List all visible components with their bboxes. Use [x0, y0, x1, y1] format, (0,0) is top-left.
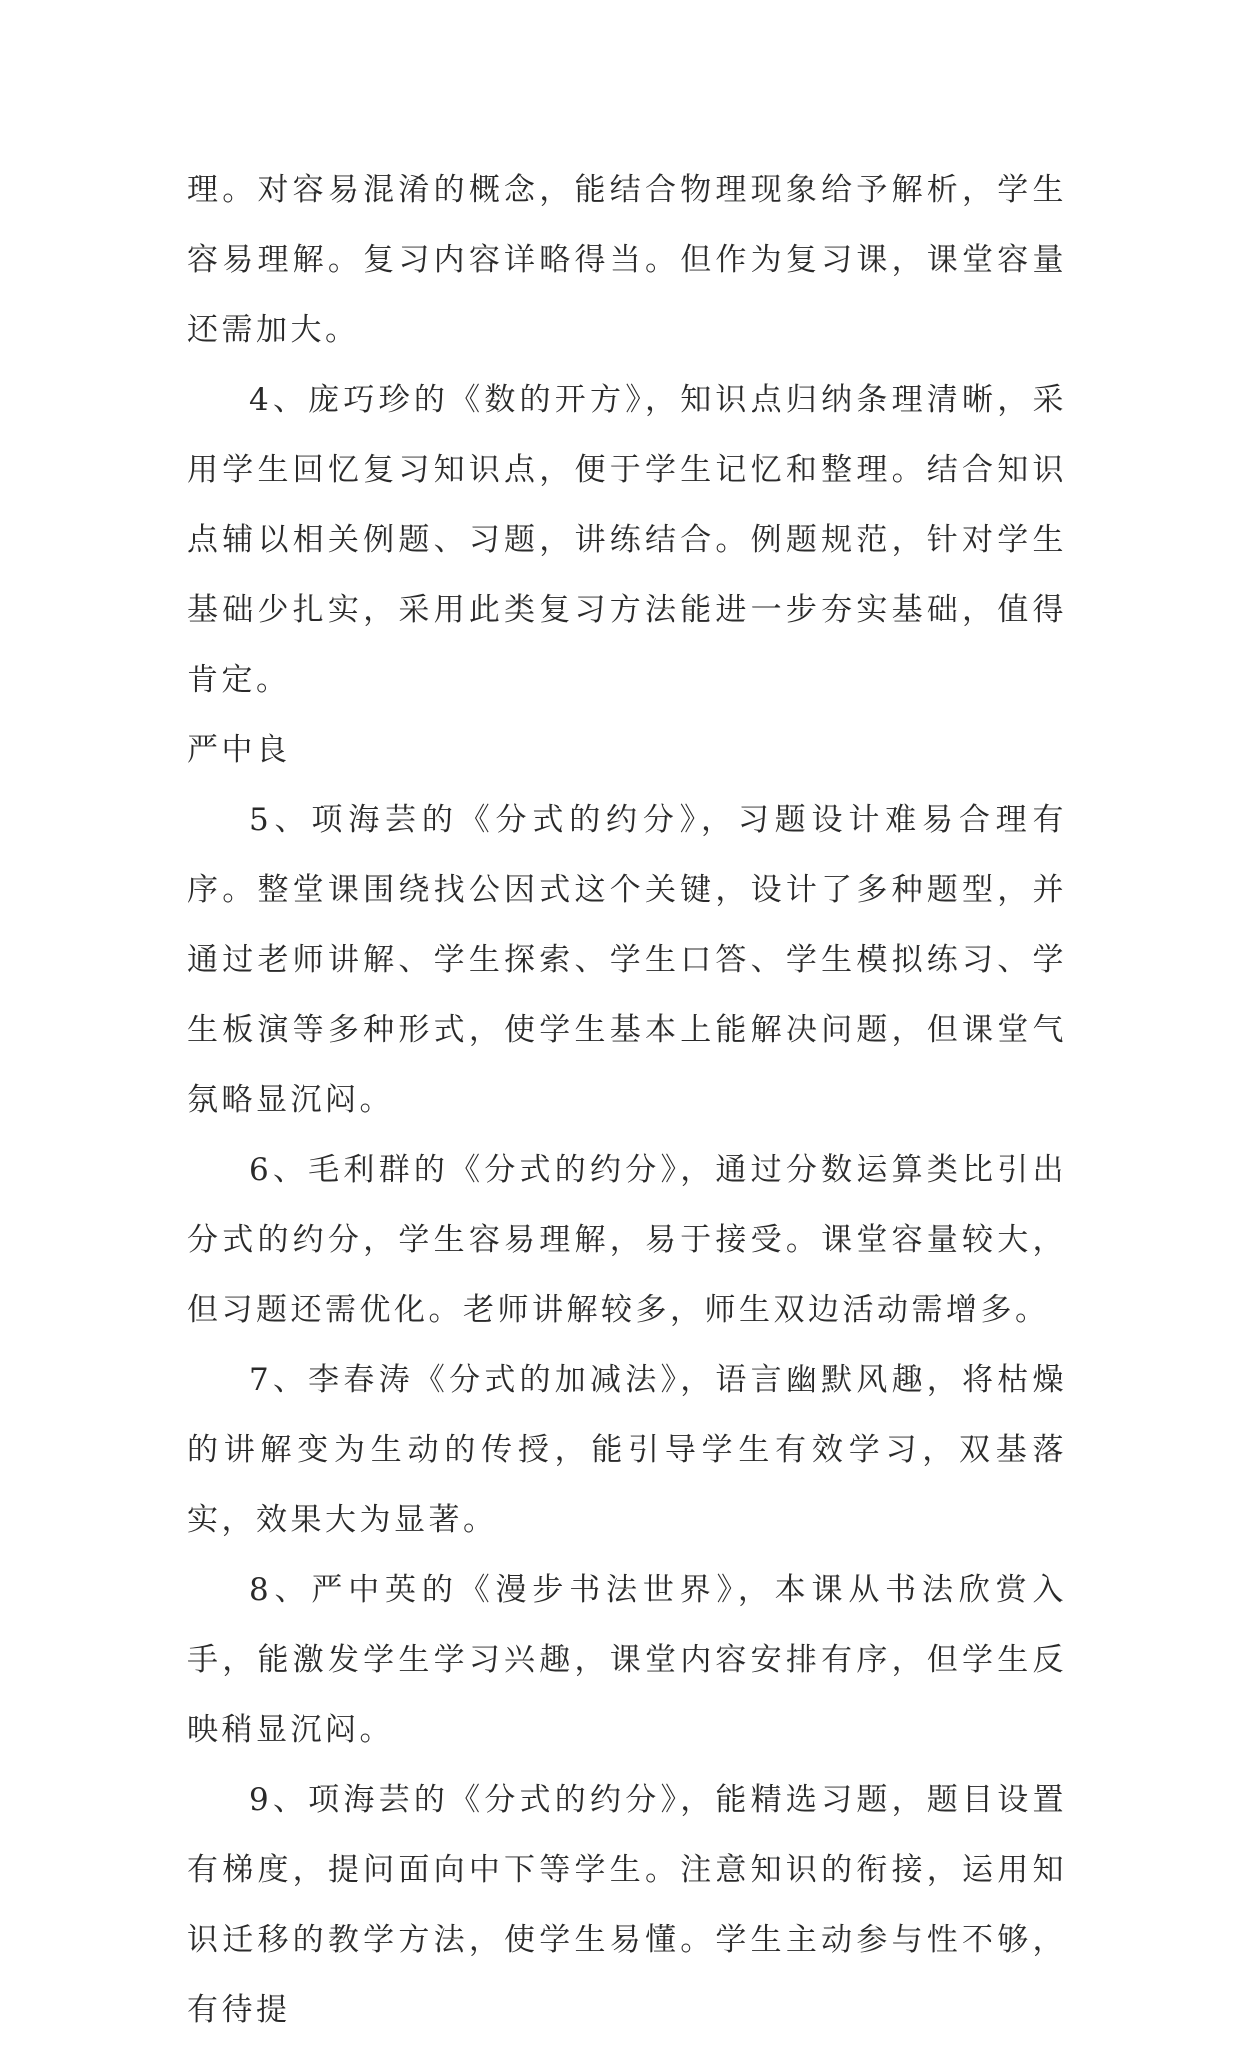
paragraph: 5、项海芸的《分式的约分》，习题设计难易合理有序。整堂课围绕找公因式这个关键，设计了多种题型，并通过老师讲解、学生探索、学生口答、学生模拟练习、学生板演等多种形式，使学生基本上能解决问题，但课堂气氛略显沉闷。 [187, 802, 1067, 1118]
paragraph: 4、庞巧珍的《数的开方》，知识点归纳条理清晰，采用学生回忆复习知识点，便于学生记忆和整理。结合知识点辅以相关例题、习题，讲练结合。例题规范，针对学生基础少扎实，采用此类复习方法能进一步夯实基础，值得肯定。 [187, 382, 1067, 698]
paragraph: 理。对容易混淆的概念，能结合物理现象给予解析，学生容易理解。复习内容详略得当。但作为复习课，课堂容量还需加大。 [187, 172, 1067, 348]
paragraph: 8、严中英的《漫步书法世界》，本课从书法欣赏入手，能激发学生学习兴趣，课堂内容安排有序，但学生反映稍显沉闷。 [187, 1572, 1067, 1748]
author-signature: 严中良 [187, 732, 291, 768]
paragraph: 9、项海芸的《分式的约分》，能精选习题，题目设置有梯度，提问面向中下等学生。注意知识的衔接，运用知识迁移的教学方法，使学生易懂。学生主动参与性不够，有待提 [187, 1782, 1067, 2028]
paragraph: 7、李春涛《分式的加减法》，语言幽默风趣，将枯燥的讲解变为生动的传授，能引导学生有效学习，双基落实，效果大为显著。 [187, 1362, 1067, 1538]
document-body [187, 155, 1067, 2045]
paragraph: 6、毛利群的《分式的约分》，通过分数运算类比引出分式的约分，学生容易理解，易于接受。课堂容量较大，但习题还需优化。老师讲解较多，师生双边活动需增多。 [187, 1152, 1067, 1328]
